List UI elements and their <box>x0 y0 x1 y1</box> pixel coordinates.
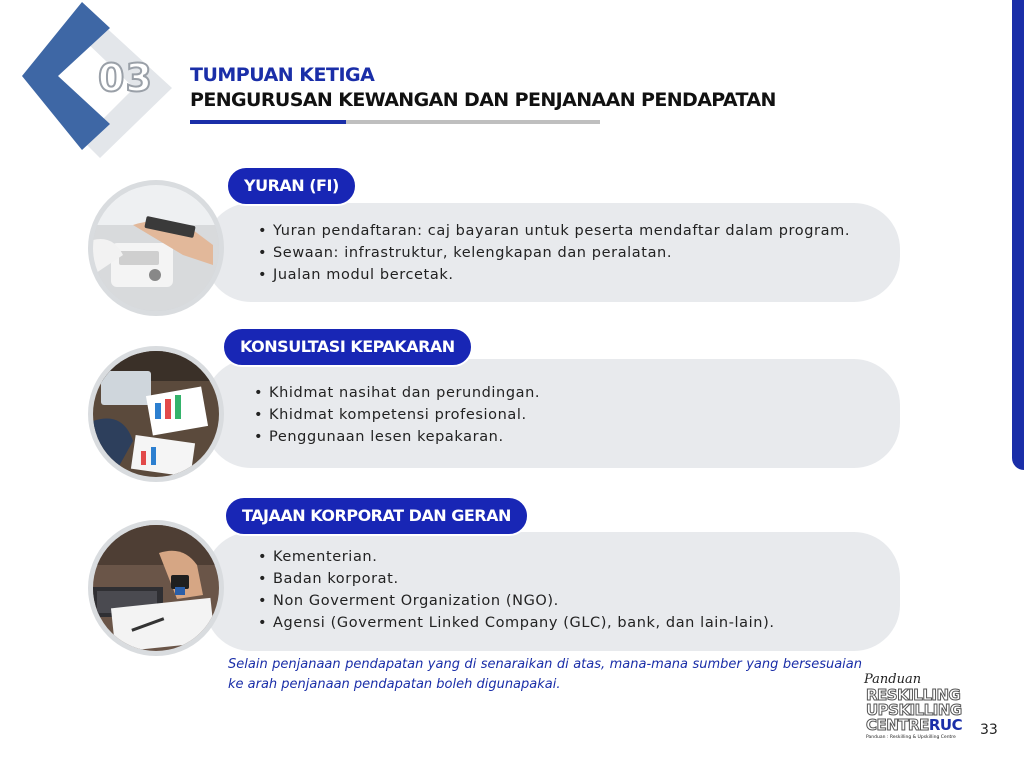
photo-consultation <box>88 346 224 482</box>
list-item: • Non Goverment Organization (NGO). <box>258 590 775 612</box>
edge-accent-bar <box>1012 0 1024 470</box>
list-item: • Penggunaan lesen kepakaran. <box>254 426 540 448</box>
ruc-logo <box>862 672 966 744</box>
photo-card-payment <box>88 180 224 316</box>
section-label-konsultasi: KONSULTASI KEPAKARAN <box>222 327 473 367</box>
page-subtitle: TUMPUAN KETIGA <box>190 64 375 86</box>
list-item: • Khidmat nasihat dan perundingan. <box>254 382 540 404</box>
section-label-yuran: YURAN (FI) <box>226 166 357 206</box>
logo-centre-text: CENTRE <box>866 716 929 734</box>
decorative-chevrons <box>0 0 200 200</box>
list-item: • Jualan modul bercetak. <box>258 264 850 286</box>
list-item: • Yuran pendaftaran: caj bayaran untuk peserta mendaftar dalam program. <box>258 220 850 242</box>
list-item: • Kementerian. <box>258 546 775 568</box>
logo-script-text: Panduan <box>864 672 922 687</box>
list-item: • Badan korporat. <box>258 568 775 590</box>
footnote-text: Selain penjanaan pendapatan yang di senaraikan di atas, mana-mana sumber yang bersesuaian ke arah penjanaan pendapatan boleh digunapakai. <box>228 657 862 692</box>
photo-stamp-document <box>88 520 224 656</box>
logo-subtitle: Panduan : Reskilling & Upskilling Centre <box>866 735 956 740</box>
logo-line-2: UPSKILLING <box>866 701 962 719</box>
logo-line-1: RESKILLING <box>866 686 961 704</box>
list-item: • Sewaan: infrastruktur, kelengkapan dan peralatan. <box>258 242 850 264</box>
section-number: 03 <box>98 56 153 100</box>
section-list-yuran <box>258 220 850 286</box>
logo-line-3 <box>866 718 962 733</box>
section-list-konsultasi <box>254 382 540 448</box>
page-number: 33 <box>980 722 998 738</box>
section-label-tajaan: TAJAAN KORPORAT DAN GERAN <box>224 496 529 536</box>
logo-ruc-text: RUC <box>928 716 963 734</box>
list-item: • Agensi (Goverment Linked Company (GLC), bank, dan lain-lain). <box>258 612 775 634</box>
list-item: • Khidmat kompetensi profesional. <box>254 404 540 426</box>
page-title: PENGURUSAN KEWANGAN DAN PENJANAAN PENDAPATAN <box>190 89 776 111</box>
title-underline-accent <box>190 120 346 124</box>
section-list-tajaan <box>258 546 775 634</box>
